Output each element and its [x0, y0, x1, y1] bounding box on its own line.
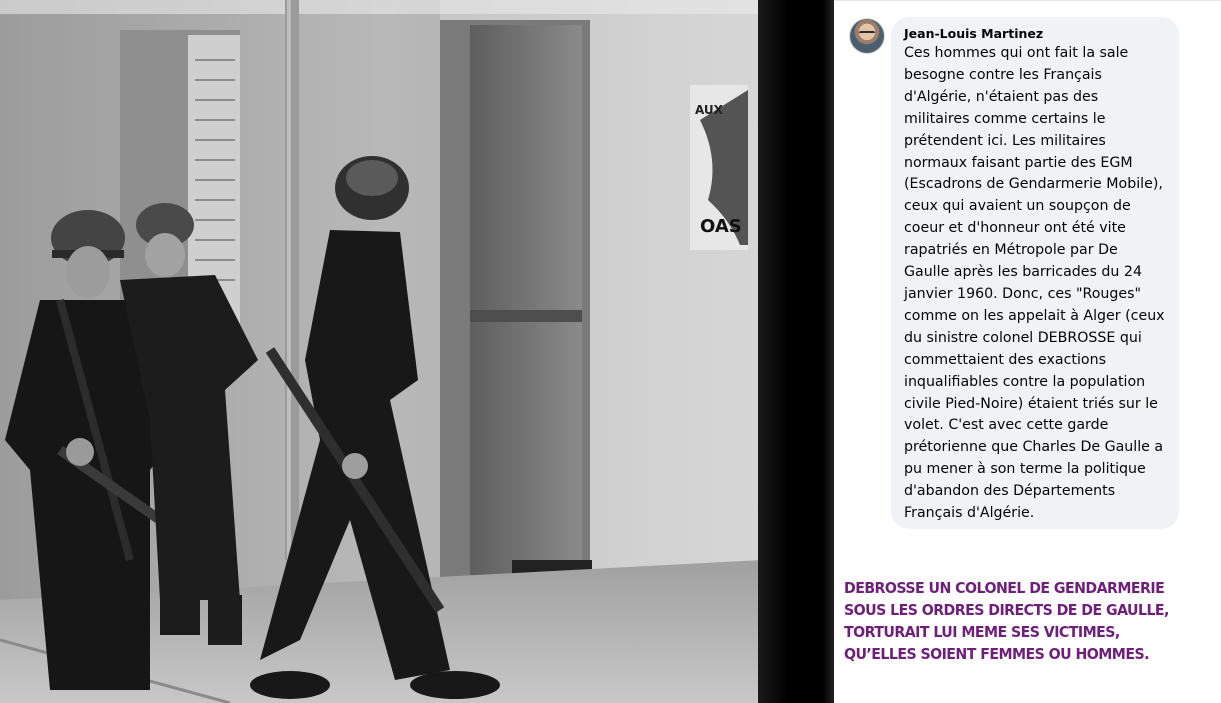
caption-line-4: QU’ELLES SOIENT FEMMES OU HOMMES.: [844, 645, 1149, 663]
caption-line-1: DEBROSSE UN COLONEL DE GENDARMERIE: [844, 579, 1165, 597]
comment-bubble: [891, 17, 1179, 529]
comment-panel: [834, 0, 1221, 703]
comment-text: Ces hommes qui ont fait la sale besogne contre les Français d'Algérie, n'étaient pas des militaires comme certains le prétendent ici. Les militaires normaux faisant partie des EGM (Escadrons de Gendarmerie Mobile), ceux qui avaient un soupçon de coeur et d'honneur ont été vite rapatriés en Métropole par De Gaulle après les barricades du 24 janvier 1960. Donc, ces "Rouges" comme on les appelait à Alger (ceux du sinistre colonel DEBROSSE qui commettaient des exactions inqualifiables contre la population civile Pied-Noire) étaient triés sur le volet. C'est avec cette garde prétorienne que Charles De Gaulle a pu mener à son terme la politique d'abandon des Départements Français d'Algérie.: [904, 45, 1165, 522]
caption-line-3: TORTURAIT LUI MEME SES VICTIMES,: [844, 623, 1120, 641]
avatar[interactable]: [850, 19, 884, 53]
caption-line-2: SOUS LES ORDRES DIRECTS DE DE GAULLE,: [844, 601, 1169, 619]
comment-author[interactable]: Jean-Louis Martinez: [904, 26, 1044, 41]
poster-text-bottom: OAS: [700, 216, 742, 237]
poster-text-top: AUX: [695, 103, 723, 117]
caption-block: [844, 577, 1186, 665]
image-divider: [758, 0, 834, 703]
